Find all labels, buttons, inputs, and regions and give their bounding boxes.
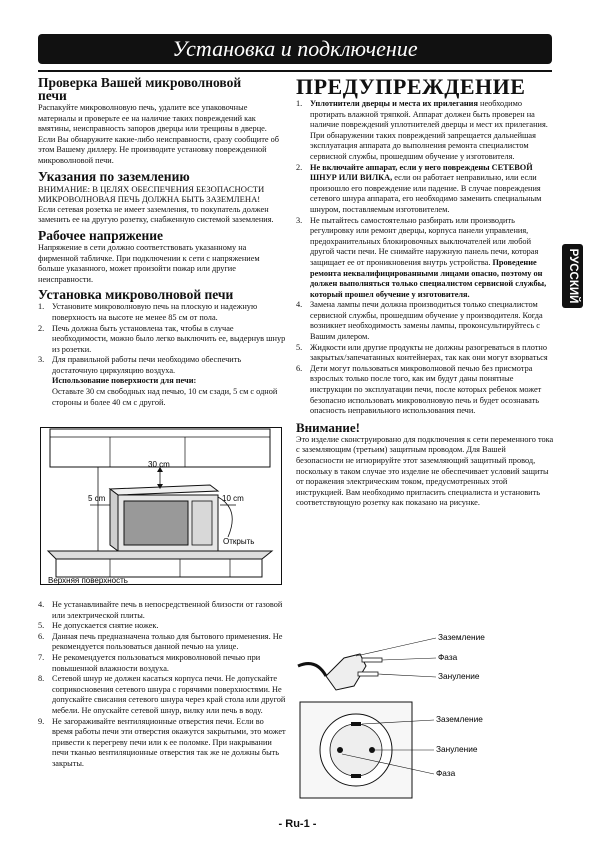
surface-subheading: Использование поверхности для печи:	[52, 376, 197, 386]
left-column-lower	[38, 600, 286, 770]
plug-phase-label: Фаза	[438, 652, 458, 662]
list-item-number: 5.	[296, 342, 303, 352]
open-label: Открыть	[223, 537, 255, 546]
right-column	[296, 76, 554, 509]
language-tab-label: РУССКИЙ	[566, 248, 579, 304]
list-item-text: Не устанавливайте печь в непосредственной близости от газовой или электрической плиты.	[52, 600, 283, 620]
list-item-text: Установите микроволновую печь на плоскую и надежную поверхность на высоте не менее 85 см от пола.	[52, 302, 258, 322]
list-item-number: 8.	[38, 674, 45, 684]
clearance-back-label: 10 cm	[222, 494, 244, 503]
socket-phase-label: Фаза	[436, 768, 456, 778]
list-item-text: Не допускается снятие ножек.	[52, 621, 159, 631]
surface-text: Оставьте 30 см свободных над печью, 10 см сзади, 5 см с одной стороны и более 40 см с другой.	[52, 387, 278, 407]
list-item-number: 5.	[38, 621, 45, 631]
installation-figure	[40, 427, 282, 585]
ground-heading: Указания по заземлению	[38, 168, 190, 184]
list-item	[296, 163, 554, 216]
list-item	[38, 600, 286, 621]
attention-text: Это изделие сконструировано для подключения к сети переменного тока с заземляющим (третьим) защитным проводом. Для Вашей безопасности не игнорируйте этот заземляющий защитный провод, поскольку в таком случае это изделие не обеспечивает условий защиты от поражения электрическим током, предусмотренных этой инструкцией. Вам необходимо пригласить специалиста и установить соответствующую розетку как показано на рисунке.	[296, 434, 554, 508]
page-number: - Ru-1 -	[278, 818, 317, 830]
list-item-text: Данная печь предназначена только для бытового применения. Не рекомендуется пользоваться данной печью на улице.	[52, 631, 283, 652]
page-title: Установка и подключение	[172, 36, 418, 61]
list-item-text: Замена лампы печи должна производиться только специалистом сервисной службы, прошедшим обучение у производителя. Когда возникнет необходимость замены лампы, проконсультируйтесь с Вашим дилером.	[310, 300, 543, 342]
list-item-number: 3.	[296, 215, 303, 225]
list-item	[38, 674, 286, 716]
warning-heading: ПРЕДУПРЕЖДЕНИЕ	[296, 74, 526, 99]
surface-label: Верхняя поверхность	[48, 576, 128, 585]
list-item	[38, 302, 286, 323]
check-heading: Проверка Вашей микроволновой печи	[38, 75, 242, 103]
ground-warning: ВНИМАНИЕ: В ЦЕЛЯХ ОБЕСПЕЧЕНИЯ БЕЗОПАСНОСТИ МИКРОВОЛНОВАЯ ПЕЧЬ ДОЛЖНА БЫТЬ ЗАЗЕМЛЕНА!	[38, 183, 265, 205]
install-list	[38, 302, 286, 376]
plug-earth-label: Заземление	[438, 632, 485, 642]
plug-figure	[296, 628, 496, 698]
warning-list	[296, 99, 554, 417]
list-item	[296, 364, 554, 417]
list-item-text: Не загораживайте вентиляционные отверстия печи. Если во время работы печи эти отверстия окажутся закрытыми, это может привести к перегреву печи или к ее поломке. При накрывании печи тканью вентиляционные отверстия так же не должны быть закрыты.	[52, 716, 286, 768]
install-list-continued	[38, 600, 286, 770]
header-rule	[38, 70, 552, 72]
list-item	[38, 632, 286, 653]
check-text: Распакуйте микроволновую печь, удалите все упаковочные материалы и проверьте ее на наличие таких повреждений как вмятины, неисправность запоров дверцы или трещины в дверце. Если Вы обнаружите какие-либо неисправности, сразу сообщите об этом Вашему диллеру. Не производите установку поврежденной микроволновой печи.	[38, 103, 279, 165]
list-item-number: 6.	[38, 631, 45, 641]
list-item-number: 1.	[38, 302, 45, 312]
left-column	[38, 76, 286, 408]
list-item-number: 4.	[38, 600, 45, 609]
ground-text: Если сетевая розетка не имеет заземления, то покупатель должен заменить ее на другую розетку, снабженную системой заземления.	[38, 204, 274, 225]
socket-neutral-label: Зануление	[436, 744, 478, 754]
list-item	[296, 99, 554, 163]
list-item-text: Печь должна быть установлена так, чтобы в случае необходимости, можно было легко выключить ее, выдернув шнур из розетки.	[52, 323, 286, 354]
list-item-text: Для правильной работы печи необходимо обеспечить достаточную циркуляцию воздуха.	[52, 355, 242, 375]
install-heading: Установка микроволновой печи	[38, 287, 234, 303]
list-item-emphasis: Уплотнители дверцы и места их прилегания	[310, 99, 478, 108]
list-item-text: Жидкости или другие продукты не должны разогреваться в плотно закрытых/запечатанных контейнерах, так как они могут взорваться	[310, 342, 548, 363]
voltage-text: Напряжение в сети должно соответствовать указанному на фирменной табличке. При подключении к сети с напряжением больше указанного, может произойти пожар или другие неисправности.	[38, 242, 260, 284]
list-item-text: Не рекомендуется пользоваться микроволновой печью при повышенной влажности воздуха.	[52, 652, 261, 673]
voltage-heading: Рабочее напряжение	[38, 227, 164, 243]
list-item-emphasis: Проведение ремонта неквалифицированными лицами опасно, поэтому он должен выполняться только специалистом сервисной службы, который прошел обучение у изготовителя.	[310, 257, 547, 299]
plug-neutral-label: Зануление	[438, 671, 480, 681]
list-item-number: 9.	[38, 716, 45, 726]
list-item-text: Сетевой шнур не должен касаться корпуса печи. Не допускайте соприкосновения сетевого шнура с горячими поверхностями. Не допускайте свисания сетевого шнура через край стола или другой мебели. Не опускайте сетевой шнур, вилку или печь в воду.	[52, 674, 286, 715]
list-item	[296, 343, 554, 364]
list-item-number: 2.	[38, 323, 45, 333]
list-item-number: 2.	[296, 162, 303, 172]
list-item-text: Не пытайтесь самостоятельно разбирать или производить регулировку или ремонт дверцы, корпуса панели управления, предохранительных блокировочных выключателей или любой другой части печи. Не снимайте наружную панель печи, которая защищает ее от проникновения внутрь устройства.	[310, 215, 539, 267]
list-item-number: 7.	[38, 652, 45, 662]
list-item	[38, 653, 286, 674]
list-item-number: 4.	[296, 300, 303, 310]
list-item	[38, 717, 286, 770]
list-item-text: если он работает неправильно, или если произошло его повреждение или падение. В случае повреждения сетевого шнура аппарата, его необходимо заменить специальным шнуром, поставляемым изготовителем.	[310, 173, 542, 214]
socket-figure	[296, 700, 496, 800]
list-item-emphasis: Не включайте аппарат, если у него повреждены СЕТЕВОЙ ШНУР ИЛИ ВИЛКА,	[310, 162, 533, 183]
list-item	[38, 355, 286, 376]
list-item-text: Дети могут пользоваться микроволновой печью без присмотра взрослых только после того, как им будут даны понятные инструкции по эксплуатации печи, после которых ребенок может безопасно использовать микроволновую печь и будет осознавать опасность неправильного использования печи.	[310, 363, 542, 416]
socket-earth-label: Заземление	[436, 714, 483, 724]
list-item-number: 3.	[38, 355, 45, 365]
list-item-number: 6.	[296, 363, 303, 373]
page-header-banner	[38, 34, 552, 64]
attention-heading: Внимание!	[296, 419, 360, 435]
list-item	[38, 621, 286, 632]
language-tab	[562, 244, 583, 308]
list-item	[38, 324, 286, 356]
list-item-text: необходимо протирать влажной тряпкой. Аппарат должен быть проверен на наличие повреждений уплотнителей дверцы и мест их прилегания. При обнаружении таких повреждений запрещается дальнейшая эксплуатация аппарата до выполнения ремонта специалистом сервисной службы, прошедшим обучение у изготовителя.	[310, 99, 548, 161]
list-item	[296, 300, 554, 342]
list-item	[296, 216, 554, 301]
clearance-top-label: 30 cm	[148, 460, 170, 469]
list-item-number: 1.	[296, 99, 303, 108]
clearance-side-label: 5 cm	[88, 494, 106, 503]
